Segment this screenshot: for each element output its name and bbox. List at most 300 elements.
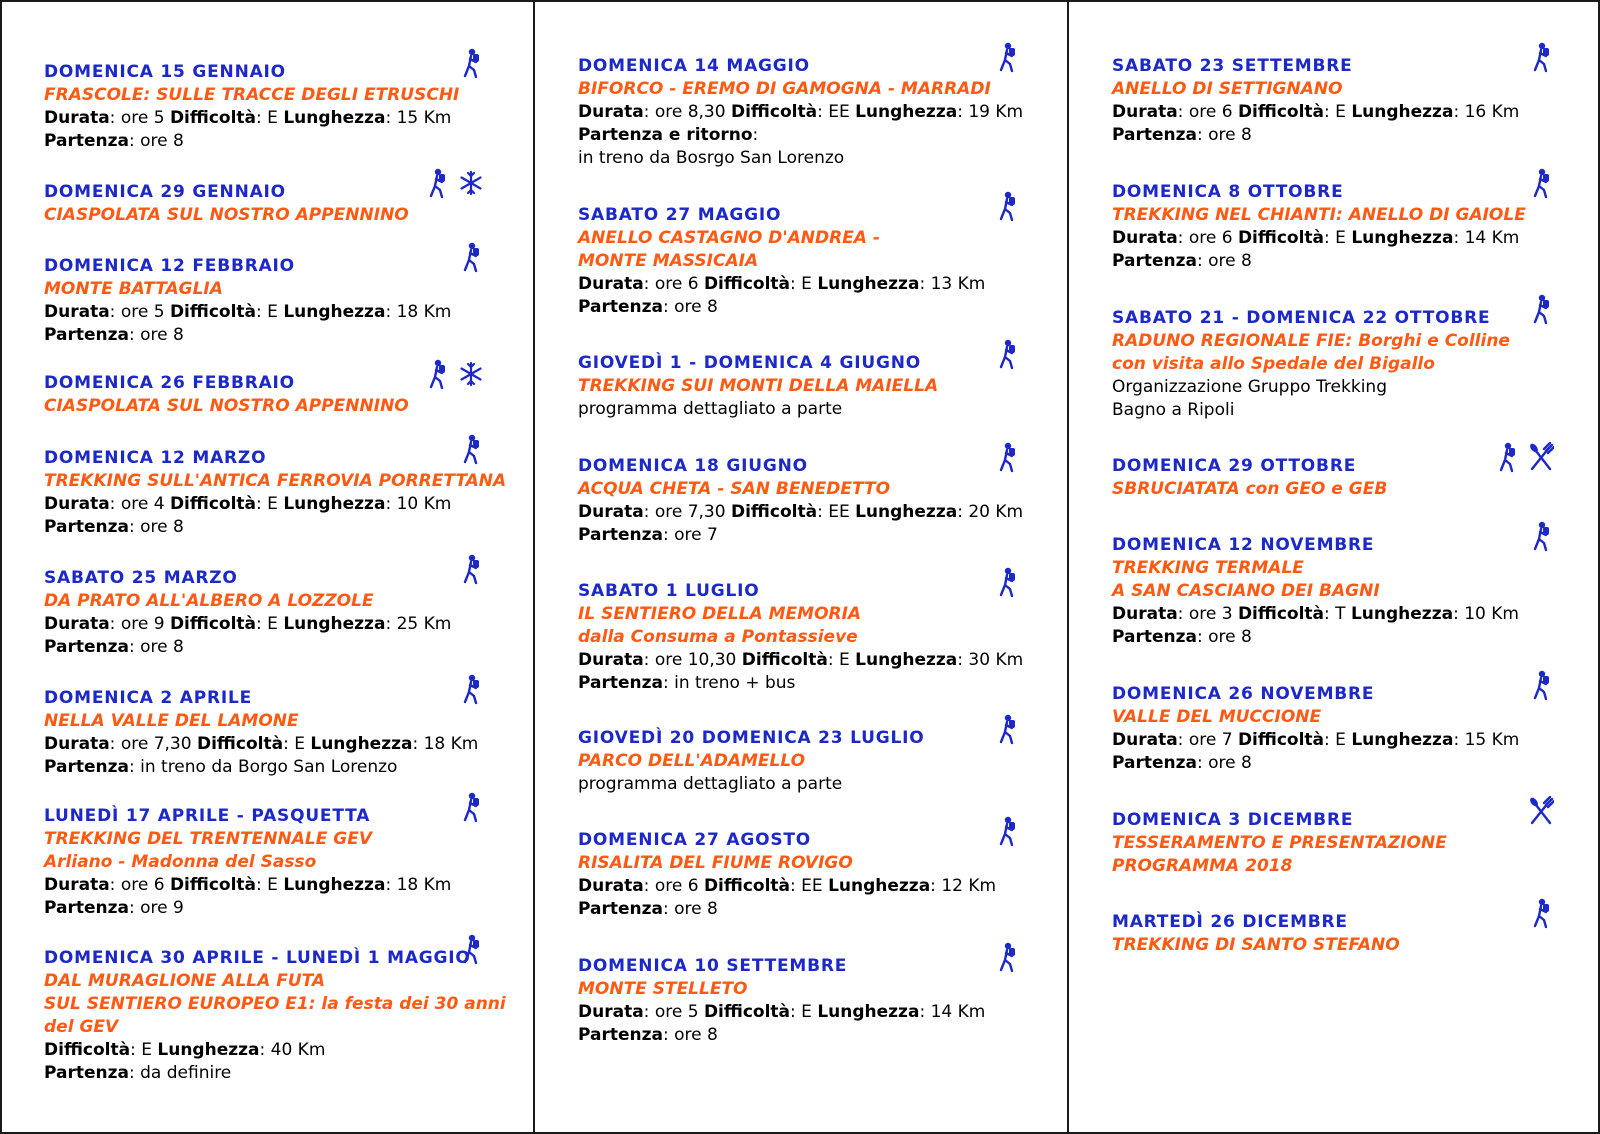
lunghezza-value: 18 Km — [396, 875, 452, 895]
event-details — [44, 733, 484, 756]
event-icons — [1532, 167, 1554, 199]
partenza-label: Partenza — [1112, 125, 1197, 145]
event-icons — [998, 41, 1020, 73]
event-place: TREKKING SUI MONTI DELLA MAIELLA — [578, 376, 939, 396]
event-details — [578, 1001, 1020, 1024]
partenza-value: da definire — [140, 1063, 232, 1083]
event-place: DAL MURAGLIONE ALLA FUTA — [44, 971, 326, 991]
event-details — [578, 501, 1024, 524]
difficolta-value: E — [267, 108, 278, 128]
partenza-value: ore 8 — [1208, 753, 1252, 773]
durata-value: 6 — [687, 876, 699, 896]
sep: : — [128, 131, 135, 151]
durata-label: Durata — [578, 502, 644, 522]
event-details — [44, 493, 484, 516]
sep: : — [256, 875, 262, 895]
event-entry — [44, 372, 484, 418]
event-icons — [462, 673, 484, 705]
event-icons — [1532, 41, 1554, 73]
event-note: Bagno a Ripoli — [1112, 400, 1235, 420]
cutlery-icon — [1528, 441, 1554, 473]
lunghezza-value: 40 Km — [270, 1040, 326, 1060]
event-date: DOMENICA 18 GIUGNO — [578, 456, 808, 476]
sep: : — [790, 1002, 796, 1022]
durata-value: 6 — [1221, 102, 1233, 122]
event-departure — [44, 756, 484, 779]
event-date: DOMENICA 2 APRILE — [44, 688, 253, 708]
event-departure — [1112, 250, 1554, 273]
difficolta-label: Difficoltà — [730, 502, 818, 522]
hiker-icon — [462, 241, 484, 273]
event-details — [578, 649, 1024, 672]
column-divider-2 — [1067, 2, 1069, 1132]
lunghezza-label: Lunghezza — [157, 1040, 260, 1060]
sep: : — [919, 1002, 926, 1022]
partenza-value: ore 8 — [674, 297, 718, 317]
event-place: dalla Consuma a Pontassieve — [578, 627, 858, 647]
sep: : — [259, 1040, 266, 1060]
durata-value: 8,30 — [687, 102, 726, 122]
sep: : — [790, 876, 796, 896]
event-place: MONTE MASSICAIA — [578, 251, 759, 271]
event-details — [1112, 227, 1554, 250]
sep: : — [1324, 228, 1330, 248]
event-place: del GEV — [44, 1017, 119, 1037]
event-entry — [1112, 55, 1554, 147]
durata-value: 6 — [153, 875, 165, 895]
event-place: PARCO DELL'ADAMELLO — [578, 751, 806, 771]
lunghezza-label: Lunghezza — [855, 502, 958, 522]
partenza-label: Partenza — [44, 637, 129, 657]
event-departure — [44, 324, 484, 347]
durata-label: Durata — [44, 108, 110, 128]
sep: : — [128, 757, 135, 777]
lunghezza-label: Lunghezza — [855, 650, 958, 670]
sep: : — [412, 734, 419, 754]
difficolta-label: Difficoltà — [703, 274, 791, 294]
event-entry — [44, 947, 506, 1085]
event-place: VALLE DEL MUCCIONE — [1112, 707, 1322, 727]
event-place: TESSERAMENTO E PRESENTAZIONE — [1112, 833, 1447, 853]
difficolta-value: E — [267, 614, 278, 634]
sep: : — [643, 876, 650, 896]
lunghezza-label: Lunghezza — [1351, 102, 1454, 122]
hiker-icon — [998, 815, 1020, 847]
hiker-icon — [998, 941, 1020, 973]
event-date: DOMENICA 29 OTTOBRE — [1112, 456, 1357, 476]
event-place: CIASPOLATA SUL NOSTRO APPENNINO — [44, 205, 409, 225]
sep: : — [662, 673, 669, 693]
sep: : — [256, 494, 262, 514]
event-entry — [578, 580, 1024, 695]
event-icons — [1532, 293, 1554, 325]
lunghezza-value: 16 Km — [1464, 102, 1520, 122]
event-date: DOMENICA 12 NOVEMBRE — [1112, 535, 1375, 555]
event-departure — [1112, 626, 1554, 649]
sep: : — [128, 325, 135, 345]
hiker-icon — [998, 566, 1020, 598]
partenza-label: Partenza — [578, 525, 663, 545]
sep: : — [128, 1063, 135, 1083]
sep: : — [1324, 604, 1330, 624]
ore-word: ore — [1188, 604, 1217, 624]
event-entry — [44, 567, 484, 659]
event-departure — [1112, 752, 1554, 775]
durata-label: Durata — [44, 875, 110, 895]
lunghezza-value: 18 Km — [396, 302, 452, 322]
event-place: TREKKING TERMALE — [1112, 558, 1304, 578]
difficolta-value: EE — [828, 502, 850, 522]
event-departure — [44, 130, 484, 153]
event-departure — [578, 672, 1020, 695]
event-place: MONTE STELLETO — [578, 979, 748, 999]
sep: : — [109, 875, 116, 895]
hiker-icon — [1532, 41, 1554, 73]
hiker-icon — [462, 673, 484, 705]
sep: : — [256, 108, 262, 128]
sep: : — [957, 650, 964, 670]
durata-label: Durata — [44, 734, 110, 754]
partenza-value: ore 8 — [674, 899, 718, 919]
ore-word: ore — [654, 1002, 683, 1022]
lunghezza-value: 10 Km — [396, 494, 452, 514]
sep: : — [643, 650, 650, 670]
event-entry — [44, 805, 484, 920]
event-date: DOMENICA 26 NOVEMBRE — [1112, 684, 1375, 704]
event-entry — [578, 727, 1020, 796]
lunghezza-label: Lunghezza — [1350, 604, 1454, 624]
partenza-value: in treno + bus — [674, 673, 796, 693]
event-entry — [1112, 534, 1554, 649]
durata-value: 5 — [153, 108, 165, 128]
sep: : — [385, 614, 392, 634]
event-date: SABATO 21 - DOMENICA 22 OTTOBRE — [1112, 308, 1491, 328]
event-date: DOMENICA 12 FEBBRAIO — [44, 256, 295, 276]
event-details — [44, 613, 484, 636]
hiker-icon — [998, 190, 1020, 222]
hiker-icon — [462, 933, 484, 965]
event-departure — [578, 1024, 1020, 1047]
ore-word: ore — [654, 502, 683, 522]
event-entry — [578, 455, 1024, 547]
sep: : — [643, 502, 650, 522]
lunghezza-label: Lunghezza — [855, 102, 958, 122]
durata-label: Durata — [1112, 228, 1178, 248]
partenza-label: Partenza — [1112, 627, 1197, 647]
sep: : — [385, 108, 392, 128]
ore-word: ore — [654, 876, 683, 896]
event-entry — [1112, 911, 1554, 957]
event-place: ANELLO DI SETTIGNANO — [1112, 79, 1343, 99]
event-icons — [428, 167, 484, 199]
event-note: programma dettagliato a parte — [578, 774, 843, 794]
hiker-icon — [462, 553, 484, 585]
durata-value: 10,30 — [687, 650, 737, 670]
difficolta-value: E — [267, 494, 278, 514]
difficolta-value: E — [294, 734, 305, 754]
partenza-ritorno-label: Partenza e ritorno — [578, 125, 753, 145]
event-entry — [578, 955, 1020, 1047]
sep: : — [662, 297, 669, 317]
event-details — [1112, 101, 1554, 124]
event-details — [578, 273, 1020, 296]
sep: : — [1196, 251, 1203, 271]
event-icons — [998, 815, 1020, 847]
event-date: DOMENICA 30 APRILE - LUNEDÌ 1 MAGGIO — [44, 948, 471, 968]
difficolta-label: Difficoltà — [1237, 102, 1325, 122]
event-place: ANELLO CASTAGNO D'ANDREA - — [578, 228, 880, 248]
partenza-value: ore 8 — [140, 637, 184, 657]
lunghezza-value: 14 Km — [930, 1002, 986, 1022]
event-details — [1112, 603, 1554, 626]
event-date: SABATO 23 SETTEMBRE — [1112, 56, 1353, 76]
event-icons — [998, 566, 1020, 598]
durata-value: 7,30 — [687, 502, 726, 522]
sep: : — [919, 274, 926, 294]
durata-value: 6 — [1221, 228, 1233, 248]
event-icons — [462, 241, 484, 273]
event-date: MARTEDÌ 26 DICEMBRE — [1112, 912, 1348, 932]
event-note: Organizzazione Gruppo Trekking — [1112, 377, 1387, 397]
difficolta-value: E — [1335, 102, 1346, 122]
difficolta-value: E — [1335, 730, 1346, 750]
lunghezza-label: Lunghezza — [828, 876, 931, 896]
event-entry — [578, 55, 1024, 170]
event-place: A SAN CASCIANO DEI BAGNI — [1112, 581, 1380, 601]
event-place: RADUNO REGIONALE FIE: Borghi e Colline — [1112, 331, 1510, 351]
event-place: DA PRATO ALL'ALBERO A LOZZOLE — [44, 591, 374, 611]
event-departure — [578, 296, 1020, 319]
durata-value: 4 — [153, 494, 165, 514]
lunghezza-label: Lunghezza — [817, 274, 920, 294]
difficolta-value: E — [267, 875, 278, 895]
event-details — [44, 1039, 484, 1062]
partenza-value: ore 8 — [1208, 251, 1252, 271]
lunghezza-value: 25 Km — [396, 614, 452, 634]
event-icons — [462, 933, 484, 965]
partenza-value: ore 8 — [140, 517, 184, 537]
event-icons — [1532, 520, 1554, 552]
hiker-icon — [462, 47, 484, 79]
event-entry — [578, 204, 1020, 319]
event-date: GIOVEDÌ 1 - DOMENICA 4 GIUGNO — [578, 353, 921, 373]
hiker-icon — [998, 338, 1020, 370]
partenza-value: ore 9 — [140, 898, 184, 918]
event-icons — [998, 441, 1020, 473]
durata-label: Durata — [578, 274, 644, 294]
sep: : — [130, 1040, 136, 1060]
sep: : — [109, 494, 116, 514]
ore-word: ore — [654, 274, 683, 294]
event-details — [1112, 729, 1554, 752]
event-entry — [44, 61, 484, 153]
event-departure — [44, 516, 484, 539]
event-icons — [1498, 441, 1554, 473]
event-date: DOMENICA 3 DICEMBRE — [1112, 810, 1354, 830]
ore-word: ore — [654, 102, 683, 122]
partenza-label: Partenza — [44, 1063, 129, 1083]
durata-label: Durata — [578, 1002, 644, 1022]
lunghezza-value: 15 Km — [1464, 730, 1520, 750]
partenza-ritorno-value: in treno da Bosrgo San Lorenzo — [578, 148, 845, 168]
ore-word: ore — [120, 614, 149, 634]
hiker-icon — [1532, 897, 1554, 929]
event-place: CIASPOLATA SUL NOSTRO APPENNINO — [44, 396, 409, 416]
lunghezza-value: 15 Km — [396, 108, 452, 128]
event-date: SABATO 1 LUGLIO — [578, 581, 760, 601]
cutlery-icon — [1528, 795, 1554, 827]
partenza-label: Partenza — [578, 673, 663, 693]
sep: : — [957, 502, 963, 522]
event-details — [578, 875, 1020, 898]
lunghezza-value: 19 Km — [968, 102, 1024, 122]
hiker-icon — [998, 713, 1020, 745]
durata-value: 3 — [1221, 604, 1233, 624]
sep: : — [1177, 604, 1184, 624]
event-date: DOMENICA 15 GENNAIO — [44, 62, 286, 82]
hiker-icon — [1498, 441, 1520, 473]
event-entry — [1112, 181, 1554, 273]
durata-label: Durata — [578, 650, 644, 670]
event-date: GIOVEDÌ 20 DOMENICA 23 LUGLIO — [578, 728, 925, 748]
durata-value: 9 — [153, 614, 165, 634]
durata-label: Durata — [1112, 102, 1178, 122]
partenza-label: Partenza — [44, 325, 129, 345]
event-icons — [462, 791, 484, 823]
event-place: NELLA VALLE DEL LAMONE — [44, 711, 299, 731]
sep: : — [1324, 102, 1330, 122]
difficolta-value: E — [267, 302, 278, 322]
event-place: con visita allo Spedale del Bigallo — [1112, 354, 1435, 374]
event-entry — [44, 447, 507, 539]
event-date: SABATO 25 MARZO — [44, 568, 238, 588]
sep: : — [1453, 604, 1459, 624]
sep: : — [109, 734, 116, 754]
event-place: FRASCOLE: SULLE TRACCE DEGLI ETRUSCHI — [44, 85, 460, 105]
ore-word: ore — [120, 108, 149, 128]
partenza-label: Partenza — [578, 297, 663, 317]
event-date: DOMENICA 8 OTTOBRE — [1112, 182, 1344, 202]
event-entry — [578, 352, 1020, 421]
lunghezza-label: Lunghezza — [283, 875, 386, 895]
difficolta-label: Difficoltà — [169, 494, 257, 514]
hiker-icon — [462, 433, 484, 465]
partenza-label: Partenza — [44, 131, 129, 151]
event-icons — [998, 190, 1020, 222]
sep: : — [643, 102, 650, 122]
event-entry — [1112, 307, 1554, 422]
partenza-label: Partenza — [578, 1025, 663, 1045]
partenza-label: Partenza — [44, 898, 129, 918]
partenza-value: ore 8 — [674, 1025, 718, 1045]
lunghezza-label: Lunghezza — [1351, 730, 1454, 750]
difficolta-value: T — [1335, 604, 1346, 624]
hiker-icon — [428, 358, 450, 390]
sep: : — [643, 1002, 650, 1022]
ore-word: ore — [1188, 102, 1217, 122]
lunghezza-label: Lunghezza — [283, 494, 386, 514]
sep: : — [128, 637, 135, 657]
event-departure — [44, 897, 484, 920]
hiker-icon — [1532, 669, 1554, 701]
ore-word: ore — [1188, 228, 1217, 248]
difficolta-label: Difficoltà — [196, 734, 284, 754]
event-date: DOMENICA 26 FEBBRAIO — [44, 373, 295, 393]
durata-label: Durata — [578, 876, 644, 896]
sep: : — [385, 302, 392, 322]
partenza-label: Partenza — [44, 517, 129, 537]
durata-label: Durata — [578, 102, 644, 122]
sep: : — [1453, 228, 1460, 248]
sep: : — [1324, 730, 1330, 750]
difficolta-value: EE — [801, 876, 823, 896]
difficolta-label: Difficoltà — [169, 108, 257, 128]
snowflake-icon — [458, 167, 484, 199]
lunghezza-label: Lunghezza — [283, 614, 386, 634]
event-entry — [1112, 809, 1554, 878]
partenza-value: ore 8 — [140, 325, 184, 345]
partenza-label: Partenza — [1112, 251, 1197, 271]
event-departure — [44, 1062, 484, 1085]
event-date: DOMENICA 14 MAGGIO — [578, 56, 810, 76]
partenza-label: Partenza — [578, 899, 663, 919]
lunghezza-value: 14 Km — [1464, 228, 1520, 248]
sep: : — [1177, 730, 1184, 750]
event-icons — [462, 553, 484, 585]
sep: : — [1196, 753, 1203, 773]
event-icons — [1532, 897, 1554, 929]
durata-value: 5 — [153, 302, 165, 322]
event-date: DOMENICA 27 AGOSTO — [578, 830, 812, 850]
event-place: MONTE BATTAGLIA — [44, 279, 223, 299]
difficolta-value: EE — [828, 102, 850, 122]
partenza-value: ore 8 — [1208, 125, 1252, 145]
event-place: ACQUA CHETA - SAN BENEDETTO — [578, 479, 891, 499]
event-date: SABATO 27 MAGGIO — [578, 205, 782, 225]
event-place: TREKKING NEL CHIANTI: ANELLO DI GAIOLE — [1112, 205, 1526, 225]
event-entry — [44, 255, 484, 347]
difficolta-label: Difficoltà — [169, 302, 257, 322]
sep: : — [385, 494, 392, 514]
ore-word: ore — [120, 494, 149, 514]
sep: : — [283, 734, 289, 754]
difficolta-label: Difficoltà — [1237, 228, 1325, 248]
event-icons — [998, 713, 1020, 745]
sep: : — [930, 876, 936, 896]
event-details — [44, 874, 484, 897]
sep: : — [128, 517, 135, 537]
durata-label: Durata — [44, 302, 110, 322]
sep: : — [109, 302, 116, 322]
difficolta-label: Difficoltà — [44, 1040, 131, 1060]
partenza-label: Partenza — [44, 757, 129, 777]
ore-word: ore — [120, 734, 149, 754]
lunghezza-value: 12 Km — [941, 876, 997, 896]
event-icons — [462, 47, 484, 79]
sep: : — [662, 1025, 669, 1045]
sep: : — [1177, 228, 1184, 248]
difficolta-label: Difficoltà — [169, 614, 257, 634]
event-departure — [1112, 124, 1554, 147]
event-date: LUNEDÌ 17 APRILE - PASQUETTA — [44, 806, 371, 826]
difficolta-label: Difficoltà — [703, 1002, 791, 1022]
hiker-icon — [1532, 167, 1554, 199]
event-icons — [1528, 795, 1554, 827]
difficolta-label: Difficoltà — [730, 102, 818, 122]
lunghezza-label: Lunghezza — [283, 302, 386, 322]
event-icons — [462, 433, 484, 465]
difficolta-label: Difficoltà — [741, 650, 828, 670]
